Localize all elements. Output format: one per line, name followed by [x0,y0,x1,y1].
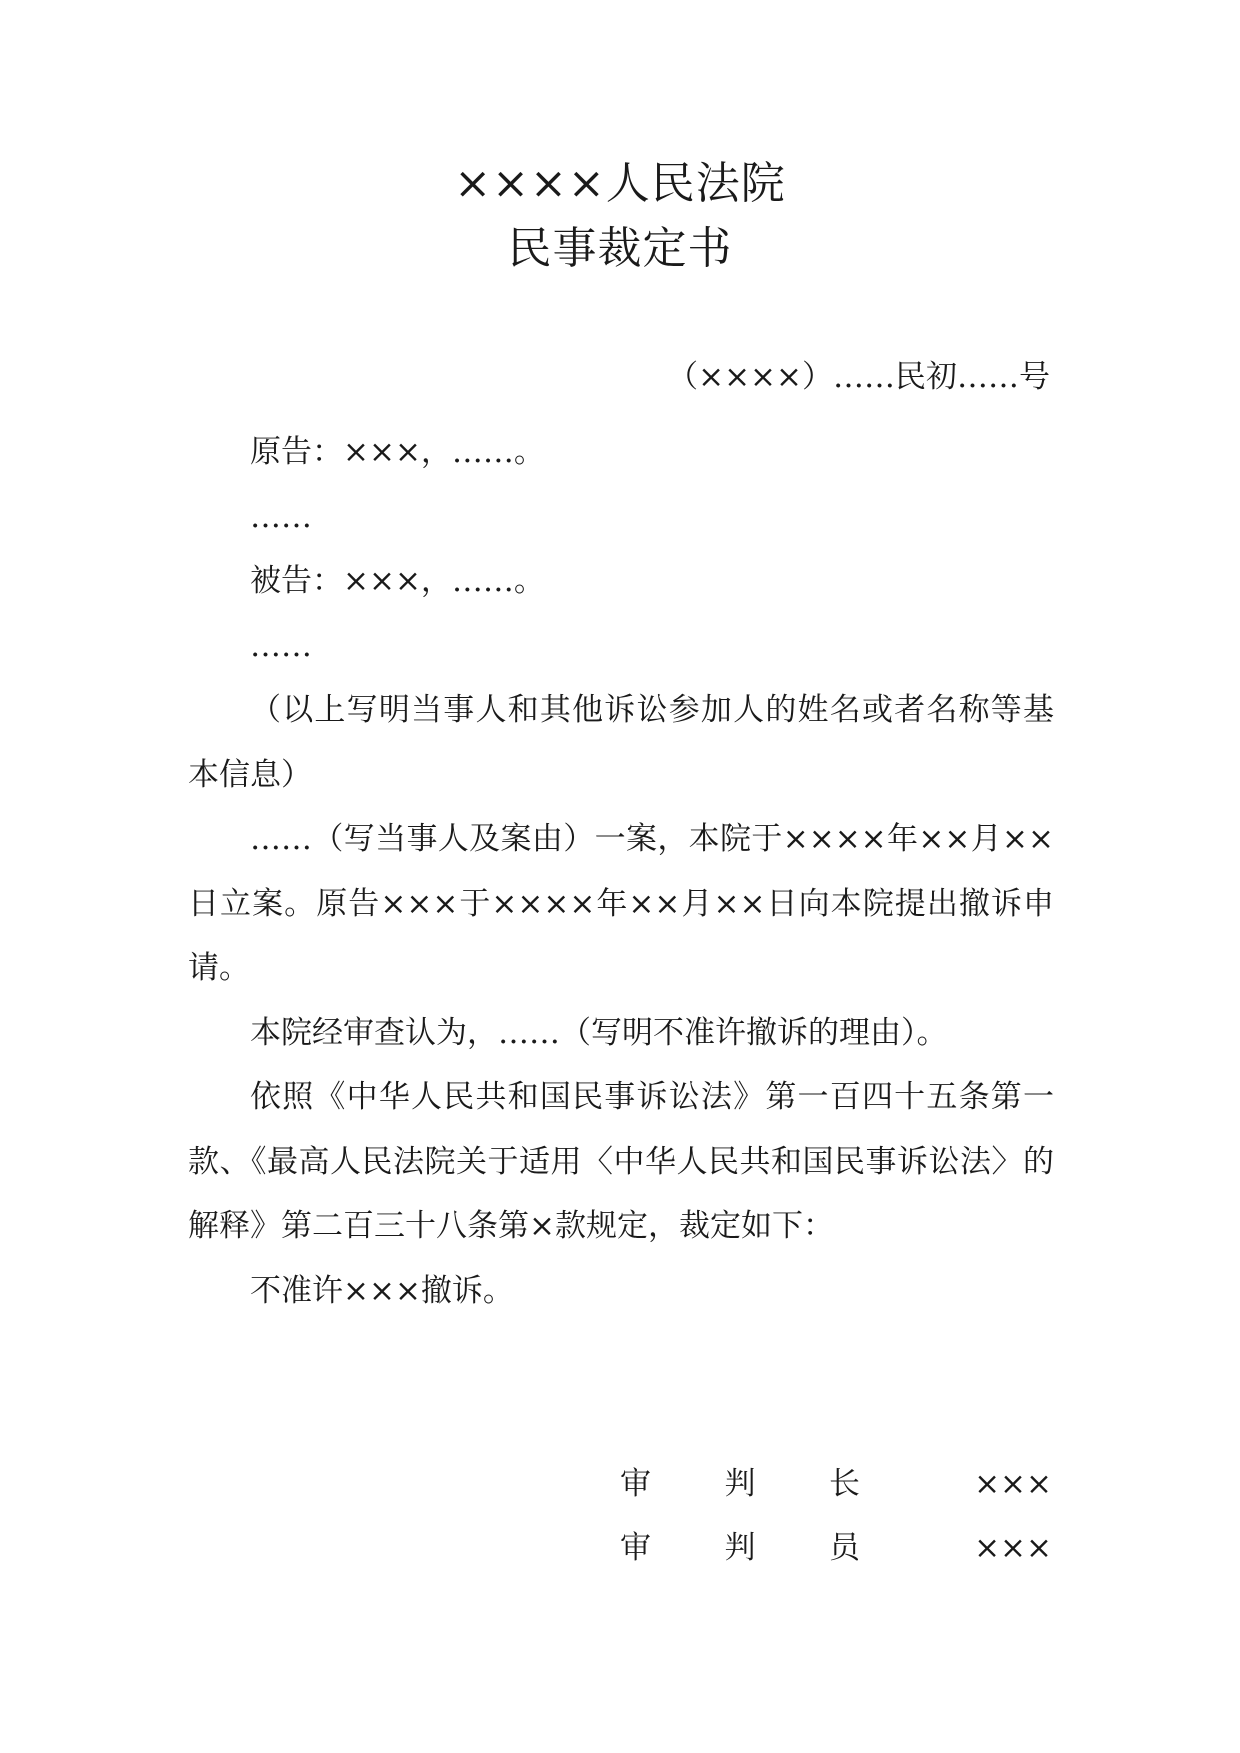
case-number: （××××）……民初……号 [667,359,1050,395]
plaintiff-line: 原告：×××，……。 [250,434,545,470]
signature-title-char: 长 [829,1466,860,1502]
signature-title [620,1460,860,1508]
ruling-paragraph: 不准许×××撤诉。 [250,1272,514,1309]
ellipsis-line: …… [250,498,312,535]
signature-title-char: 审 [620,1530,651,1566]
court-name: ××××人民法院 [454,158,786,209]
document-type-title: 民事裁定书 [507,223,733,274]
signature-name: ××× [974,1530,1052,1566]
ellipsis-line: …… [250,627,312,664]
signature-judge [620,1524,1052,1572]
legal-basis-paragraph: 依照《中华人民共和国民事诉讼法》第一百四十五条第一款、《最高人民法院关于适用〈中华人民共和国民事诉讼法〉的解释》第二百三十八条第×款规定，裁定如下： [188,1079,1054,1244]
signature-title-char: 判 [724,1466,756,1502]
defendant-line: 被告：×××，……。 [250,563,545,599]
signature-title-char: 判 [724,1530,756,1566]
signature-title [620,1524,860,1572]
court-opinion-paragraph: 本院经审查认为，……（写明不准许撤诉的理由）。 [250,1014,948,1051]
case-facts-paragraph: ……（写当事人及案由）一案，本院于××××年××月××日立案。原告×××于××××年××月××日向本院提出撤诉申请。 [188,821,1054,986]
signature-name: ××× [974,1466,1052,1502]
signature-presiding-judge [620,1460,1052,1508]
document-body [188,420,1054,1323]
signature-title-char: 员 [829,1530,860,1566]
parties-note: （以上写明当事人和其他诉讼参加人的姓名或者名称等基本信息） [188,692,1054,793]
signature-title-char: 审 [620,1466,651,1502]
